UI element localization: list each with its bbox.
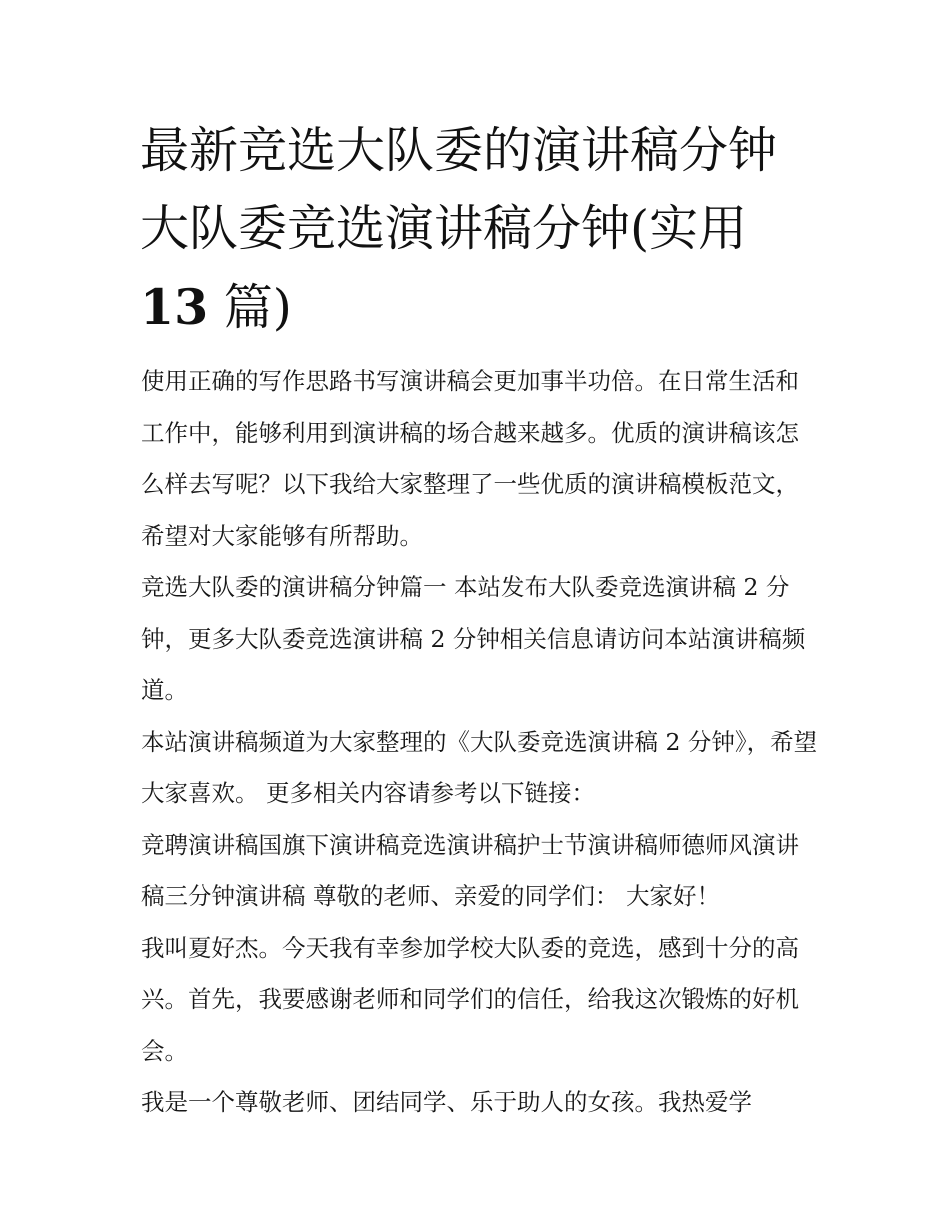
paragraph-section-one: 竞选大队委的演讲稿分钟篇一 本站发布大队委竞选演讲稿 2 分钟，更多大队委竞选演讲稿 2 分钟相关信息请访问本站演讲稿频道。 xyxy=(141,573,806,704)
paragraph-channel: 本站演讲稿频道为大家整理的《大队委竞选演讲稿 2 分钟》，希望大家喜欢。 更多相关内容请参考以下链接： xyxy=(141,727,818,807)
paragraph-intro: 使用正确的写作思路书写演讲稿会更加事半功倍。在日常生活和工作中，能够利用到演讲稿的场合越来越多。优质的演讲稿该怎么样去写呢？以下我给大家整理了一些优质的演讲稿模板范文，希望对大家能够有所帮助。 xyxy=(141,367,799,550)
document-body xyxy=(141,356,821,1129)
title-line-2: 大队委竞选演讲稿分钟(实用 xyxy=(140,200,748,257)
paragraph-self-intro: 我叫夏好杰。今天我有幸参加学校大队委的竞选，感到十分的高兴。首先，我要感谢老师和同学们的信任，给我这次锻炼的好机会。 xyxy=(141,933,799,1065)
document-title xyxy=(140,112,830,347)
title-line-3: 篇) xyxy=(208,279,292,336)
paragraph-links-greeting: 竞聘演讲稿国旗下演讲稿竞选演讲稿护士节演讲稿师德师风演讲稿三分钟演讲稿 尊敬的老师、亲爱的同学们： 大家好！ xyxy=(141,830,799,910)
paragraph-character: 我是一个尊敬老师、团结同学、乐于助人的女孩。我热爱学 xyxy=(141,1088,752,1116)
title-line-1: 最新竞选大队委的演讲稿分钟 xyxy=(140,122,778,179)
title-count: 13 xyxy=(140,278,209,336)
